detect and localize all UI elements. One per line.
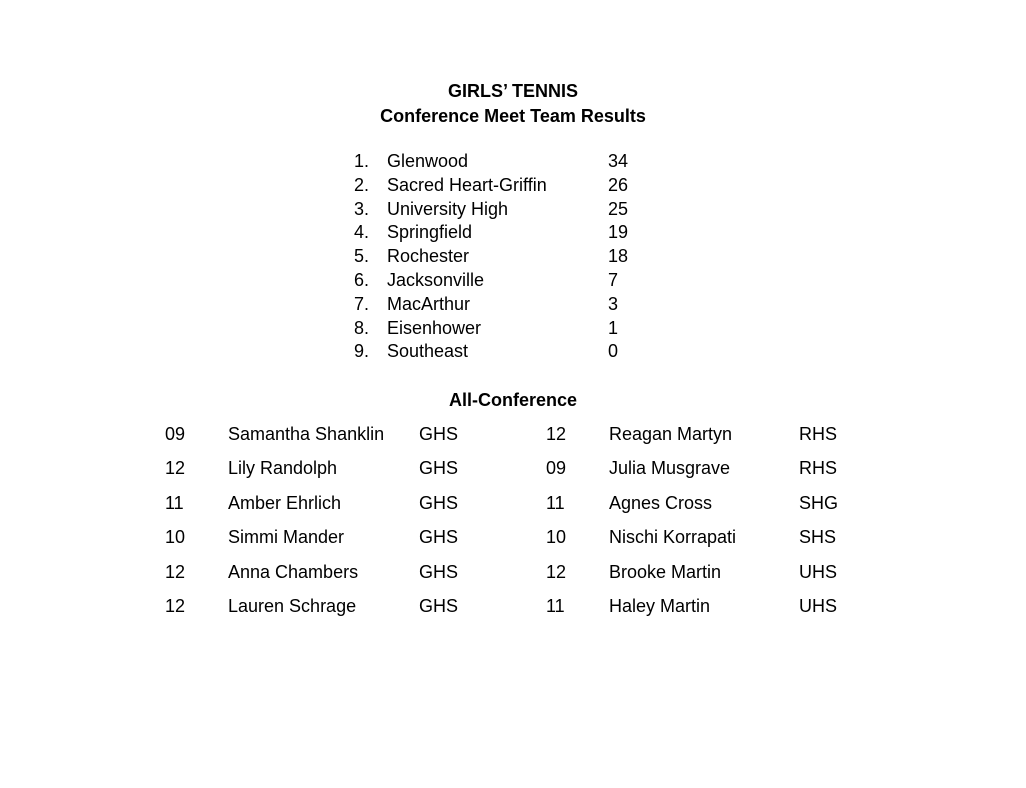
- all-conference-row: [0, 561, 1026, 595]
- player-school: GHS: [419, 595, 459, 616]
- result-score: 26: [608, 174, 629, 195]
- player-name: Reagan Martyn: [609, 424, 733, 444]
- result-rank: 9.: [354, 341, 370, 362]
- player-name: Lauren Schrage: [228, 595, 357, 616]
- team-result-row: [354, 174, 674, 198]
- player-grade: 11: [546, 595, 565, 616]
- player-school: GHS: [419, 527, 459, 548]
- team-result-row: [354, 198, 674, 222]
- result-score: 19: [608, 222, 629, 243]
- result-team: MacArthur: [387, 293, 471, 314]
- player-grade: 10: [546, 527, 567, 548]
- all-conference-row: [0, 492, 1026, 526]
- player-name: Agnes Cross: [609, 492, 713, 513]
- page-title: GIRLS’ TENNIS: [447, 81, 579, 101]
- player-name: Samantha Shanklin: [228, 424, 385, 444]
- result-score: 18: [608, 246, 629, 267]
- team-result-row: [354, 317, 674, 341]
- team-result-row: [354, 340, 674, 364]
- player-grade: 12: [546, 424, 567, 444]
- player-name: Anna Chambers: [228, 561, 359, 582]
- result-rank: 4.: [354, 222, 370, 243]
- page-subtitle: Conference Meet Team Results: [380, 106, 646, 126]
- all-conference-row: [0, 423, 1026, 457]
- team-result-row: [354, 293, 674, 317]
- player-name: Haley Martin: [609, 595, 711, 616]
- result-rank: 5.: [354, 246, 370, 267]
- player-grade: 09: [546, 458, 567, 479]
- team-result-row: [354, 150, 674, 174]
- team-results-list: [354, 150, 674, 364]
- result-team: Sacred Heart-Griffin: [387, 174, 547, 195]
- all-conference-row: [0, 526, 1026, 560]
- player-grade: 12: [546, 561, 567, 582]
- player-school: SHS: [799, 527, 837, 548]
- player-school: UHS: [799, 561, 838, 582]
- player-name: Lily Randolph: [228, 458, 338, 479]
- team-result-row: [354, 245, 674, 269]
- all-conference-heading: All-Conference: [448, 390, 578, 410]
- result-score: 34: [608, 151, 629, 171]
- player-school: SHG: [799, 492, 839, 513]
- team-result-row: [354, 221, 674, 245]
- player-grade: 12: [165, 595, 186, 616]
- player-grade: 12: [165, 458, 186, 479]
- result-score: 7: [608, 269, 619, 290]
- player-name: Brooke Martin: [609, 561, 722, 582]
- player-school: RHS: [799, 424, 838, 444]
- all-conference-table: [0, 423, 1026, 629]
- player-grade: 12: [165, 561, 186, 582]
- result-score: 3: [608, 293, 619, 314]
- result-team: University High: [387, 198, 509, 219]
- result-rank: 1.: [354, 151, 370, 171]
- result-rank: 3.: [354, 198, 370, 219]
- player-grade: 10: [165, 527, 186, 548]
- result-rank: 2.: [354, 174, 370, 195]
- result-rank: 8.: [354, 317, 370, 338]
- result-team: Rochester: [387, 246, 470, 267]
- player-school: UHS: [799, 595, 838, 616]
- player-name: Nischi Korrapati: [609, 527, 737, 548]
- player-grade: 11: [165, 492, 184, 513]
- result-team: Springfield: [387, 222, 473, 243]
- player-school: GHS: [419, 424, 459, 444]
- player-name: Julia Musgrave: [609, 458, 731, 479]
- result-score: 1: [608, 317, 619, 338]
- all-conference-row: [0, 595, 1026, 629]
- player-school: RHS: [799, 458, 838, 479]
- result-score: 25: [608, 198, 629, 219]
- player-grade: 09: [165, 424, 186, 444]
- result-team: Southeast: [387, 341, 469, 362]
- result-score: 0: [608, 341, 619, 362]
- player-grade: 11: [546, 492, 565, 513]
- result-team: Glenwood: [387, 151, 469, 171]
- result-rank: 7.: [354, 293, 370, 314]
- player-school: GHS: [419, 561, 459, 582]
- player-school: GHS: [419, 492, 459, 513]
- all-conference-row: [0, 457, 1026, 491]
- player-name: Simmi Mander: [228, 527, 345, 548]
- team-result-row: [354, 269, 674, 293]
- result-team: Eisenhower: [387, 317, 482, 338]
- player-name: Amber Ehrlich: [228, 492, 342, 513]
- result-team: Jacksonville: [387, 269, 485, 290]
- result-rank: 6.: [354, 269, 370, 290]
- player-school: GHS: [419, 458, 459, 479]
